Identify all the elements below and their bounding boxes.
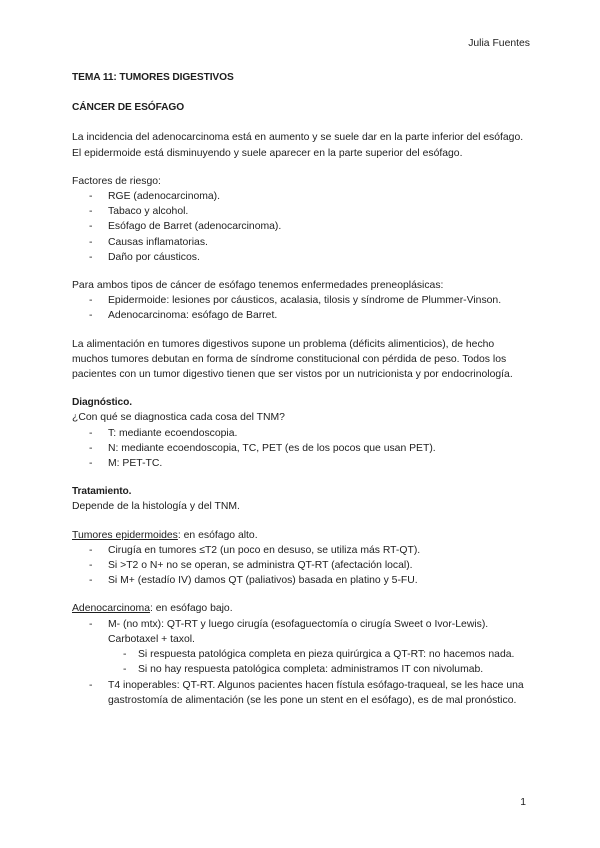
treatment-intro: Depende de la histología y del TNM. — [72, 501, 240, 513]
epidermoid-label: Tumores epidermoides — [72, 529, 178, 541]
list-item: - Esófago de Barret (adenocarcinoma). — [72, 219, 532, 234]
adenocarcinoma-sublist — [108, 647, 532, 677]
risk-list — [72, 189, 532, 265]
list-item: - T4 inoperables: QT-RT. Algunos pacientes hacen fístula esófago-traqueal, se les hace una gastrostomía de alimentación (se les pone un stent en el esófago), es de mal pronóstico. — [72, 678, 532, 708]
diagnosis-list — [72, 426, 532, 472]
document-content — [72, 70, 532, 708]
epidermoid-heading — [72, 528, 532, 543]
list-item: - Epidermoide: lesiones por cáusticos, acalasia, tilosis y síndrome de Plummer-Vinson. — [72, 293, 532, 308]
list-item: - Si >T2 o N+ no se operan, se administra QT-RT (afectación local). — [72, 558, 532, 573]
list-item: - Cirugía en tumores ≤T2 (un poco en desuso, se utiliza más RT-QT). — [72, 543, 532, 558]
epidermoid-list — [72, 543, 532, 589]
list-item: - Adenocarcinoma: esófago de Barret. — [72, 308, 532, 323]
intro-paragraph: La incidencia del adenocarcinoma está en aumento y se suele dar en la parte inferior del esófago. El epidermoide está disminuyendo y suele aparecer en la parte superior del esófago. — [72, 132, 524, 159]
list-item: - Si M+ (estadío IV) damos QT (paliativos) basada en platino y 5-FU. — [72, 573, 532, 588]
page-number: 1 — [520, 797, 526, 808]
adenocarcinoma-list — [72, 617, 532, 708]
preneoplastic-list — [72, 293, 532, 323]
author-name: Julia Fuentes — [468, 38, 530, 49]
topic-title: TEMA 11: TUMORES DIGESTIVOS — [72, 72, 234, 83]
adenocarcinoma-location: : en esófago bajo. — [149, 603, 233, 615]
risk-intro: Factores de riesgo: — [72, 175, 161, 187]
list-item: - T: mediante ecoendoscopia. — [72, 426, 532, 441]
list-item-text: M- (no mtx): QT-RT y luego cirugía (esofaguectomía o cirugía Sweet o Ivor-Lewis). Carbotaxel + taxol. — [108, 618, 489, 645]
adenocarcinoma-label: Adenocarcinoma — [72, 603, 150, 615]
diagnosis-title: Diagnóstico. — [72, 397, 132, 409]
sub-list-item: - Si no hay respuesta patológica completa: administramos IT con nivolumab. — [108, 662, 532, 677]
list-item — [72, 617, 532, 678]
epidermoid-location: : en esófago alto. — [177, 529, 258, 541]
adenocarcinoma-heading — [72, 601, 532, 616]
diagnosis-question: ¿Con qué se diagnostica cada cosa del TNM? — [72, 412, 285, 424]
list-item: - Tabaco y alcohol. — [72, 204, 532, 219]
nutrition-paragraph: La alimentación en tumores digestivos supone un problema (déficits alimenticios), de hecho muchos tumores debutan en forma de síndrome constitucional con pérdida de peso. Todos los pacientes con un tumor digestivo tienen que ser vistos por un nutricionista y por endocrinología. — [72, 338, 513, 381]
preneoplastic-intro: Para ambos tipos de cáncer de esófago tenemos enfermedades preneoplásicas: — [72, 280, 444, 292]
list-item: - M: PET-TC. — [72, 456, 532, 471]
sub-list-item: - Si respuesta patológica completa en pieza quirúrgica a QT-RT: no hacemos nada. — [108, 647, 532, 662]
list-item: - N: mediante ecoendoscopia, TC, PET (es de los pocos que usan PET). — [72, 441, 532, 456]
section-title: CÁNCER DE ESÓFAGO — [72, 102, 185, 114]
list-item: - Daño por cáusticos. — [72, 250, 532, 265]
treatment-title: Tratamiento. — [72, 486, 132, 498]
list-item: - Causas inflamatorias. — [72, 235, 532, 250]
list-item: - RGE (adenocarcinoma). — [72, 189, 532, 204]
